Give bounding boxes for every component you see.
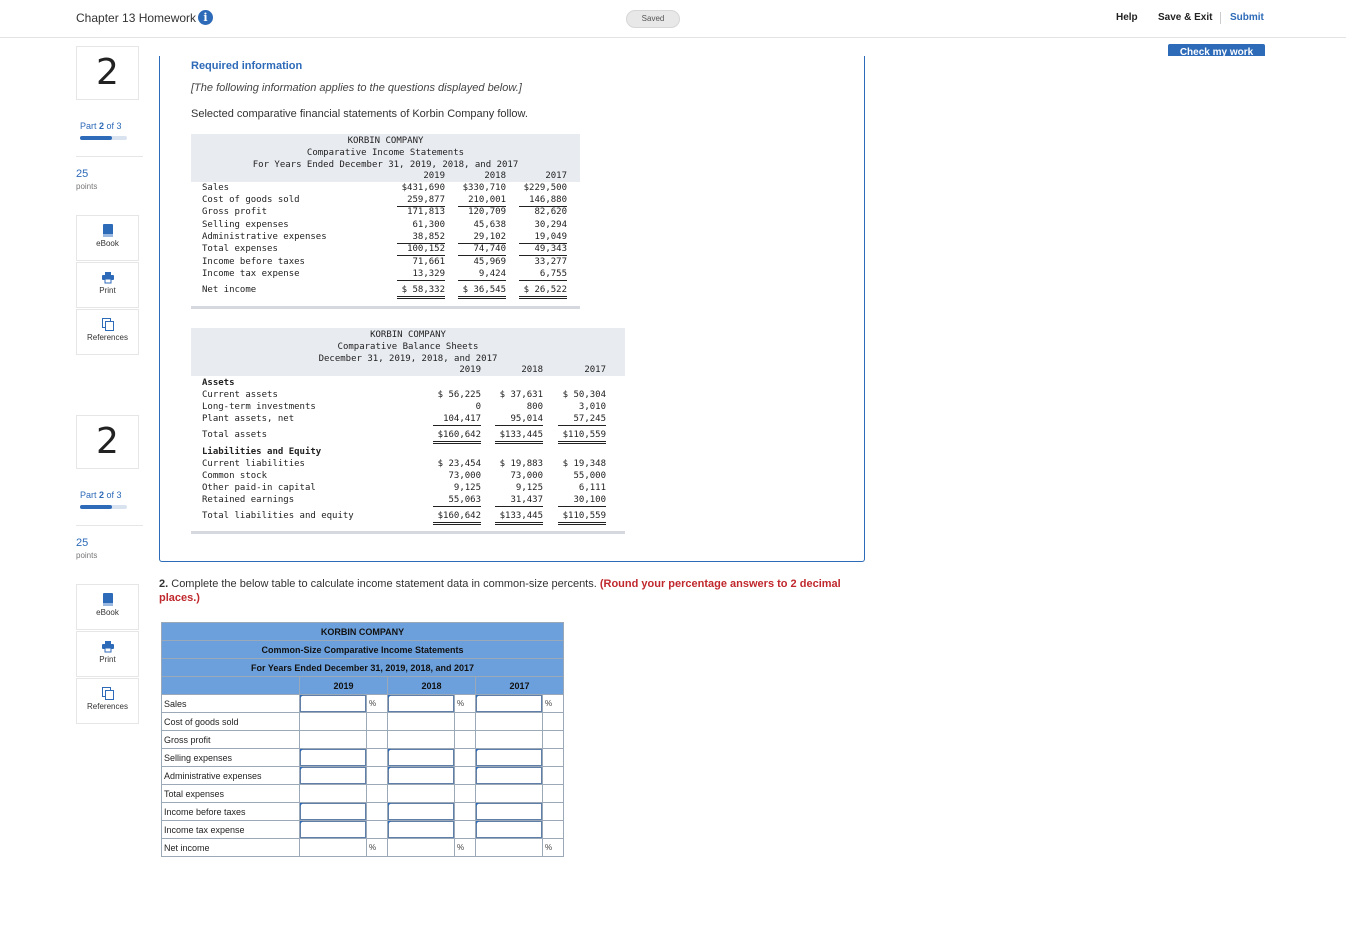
balance-row-value: $ 50,304 bbox=[562, 390, 606, 400]
balance-period: December 31, 2019, 2018, and 2017 bbox=[318, 354, 498, 364]
answer-row bbox=[162, 767, 564, 785]
income-year-2018: 2018 bbox=[484, 171, 506, 181]
common-size-answer-table bbox=[161, 622, 564, 857]
percent-sign bbox=[367, 767, 388, 785]
income-title: Comparative Income Statements bbox=[306, 148, 465, 158]
balance-row-value: $ 37,631 bbox=[499, 390, 543, 400]
balance-row-value: 9,125 bbox=[515, 483, 543, 493]
percent-input-field[interactable] bbox=[388, 768, 452, 783]
answer-year-2018: 2018 bbox=[388, 677, 476, 695]
percent-sign bbox=[543, 731, 564, 749]
balance-row-value: $ 56,225 bbox=[437, 390, 481, 400]
printer-icon bbox=[102, 271, 114, 284]
income-row-value: 33,277 bbox=[534, 257, 567, 267]
income-row-value: 19,049 bbox=[519, 231, 567, 244]
percent-sign bbox=[367, 749, 388, 767]
balance-year-2018: 2018 bbox=[521, 365, 543, 375]
percent-sign: % bbox=[543, 839, 564, 857]
percent-sign bbox=[543, 821, 564, 839]
ebook-label: eBook bbox=[96, 608, 119, 617]
income-row-value: 120,709 bbox=[468, 207, 506, 217]
percent-sign: % bbox=[367, 695, 388, 713]
percent-input-field[interactable] bbox=[476, 822, 540, 837]
balance-row-value: $110,559 bbox=[558, 429, 606, 444]
save-exit-link[interactable]: Save & Exit bbox=[1158, 12, 1213, 23]
percent-input-field[interactable] bbox=[476, 804, 540, 819]
top-bar bbox=[0, 0, 1346, 38]
income-row-value: $ 26,522 bbox=[519, 284, 567, 299]
answer-row-label: Selling expenses bbox=[162, 749, 300, 767]
income-row-value: 82,620 bbox=[534, 207, 567, 217]
print-button[interactable] bbox=[76, 631, 139, 677]
income-row-value: 45,969 bbox=[473, 257, 506, 267]
balance-year-2019: 2019 bbox=[459, 365, 481, 375]
percent-input-field[interactable] bbox=[300, 750, 364, 765]
balance-row-label: Other paid-in capital bbox=[202, 483, 316, 493]
part-indicator: Part 2 of 3 bbox=[80, 121, 122, 131]
percent-input[interactable] bbox=[388, 821, 455, 839]
answer-row-label: Income tax expense bbox=[162, 821, 300, 839]
percent-input-field[interactable] bbox=[388, 750, 452, 765]
printer-icon bbox=[102, 640, 114, 653]
balance-row-value: 57,245 bbox=[558, 413, 606, 426]
income-row-value: 30,294 bbox=[534, 220, 567, 230]
income-row-value: $431,690 bbox=[401, 183, 445, 193]
percent-input-field[interactable] bbox=[388, 696, 452, 711]
points-value: 25 bbox=[76, 537, 89, 549]
percent-sign bbox=[455, 821, 476, 839]
percent-sign bbox=[455, 767, 476, 785]
balance-row-value: 95,014 bbox=[495, 413, 543, 426]
income-row-value: 171,813 bbox=[407, 207, 445, 217]
answer-row bbox=[162, 785, 564, 803]
percent-input[interactable] bbox=[300, 749, 367, 767]
answer-row bbox=[162, 803, 564, 821]
percent-input-field[interactable] bbox=[388, 804, 452, 819]
percent-input[interactable] bbox=[476, 767, 543, 785]
balance-row-value: $ 19,348 bbox=[562, 459, 606, 469]
answer-row bbox=[162, 749, 564, 767]
balance-row-value: $133,445 bbox=[495, 429, 543, 444]
required-info-note: [The following information applies to the questions displayed below.] bbox=[191, 82, 522, 94]
percent-sign bbox=[543, 785, 564, 803]
answer-row bbox=[162, 713, 564, 731]
ebook-button[interactable] bbox=[76, 215, 139, 261]
income-row-label: Income tax expense bbox=[202, 269, 300, 279]
header-divider bbox=[1220, 12, 1221, 24]
answer-row bbox=[162, 731, 564, 749]
percent-input-field[interactable] bbox=[300, 696, 364, 711]
check-my-work-button[interactable]: Check my work bbox=[1168, 44, 1265, 56]
assignment-title: Chapter 13 Homework bbox=[76, 11, 197, 25]
percent-input[interactable] bbox=[300, 767, 367, 785]
balance-row-value: $160,642 bbox=[433, 510, 481, 525]
income-row-label: Gross profit bbox=[202, 207, 268, 217]
empty-cell bbox=[300, 713, 367, 731]
percent-sign bbox=[367, 785, 388, 803]
income-bottom-rule bbox=[191, 306, 580, 309]
percent-input[interactable] bbox=[388, 767, 455, 785]
percent-input[interactable] bbox=[476, 695, 543, 713]
points-value: 25 bbox=[76, 168, 89, 180]
percent-sign bbox=[455, 713, 476, 731]
balance-row-value: $110,559 bbox=[558, 510, 606, 525]
balance-row-label: Total assets bbox=[202, 430, 268, 440]
print-label: Print bbox=[99, 655, 116, 664]
answer-row-label: Sales bbox=[162, 695, 300, 713]
references-icon bbox=[102, 318, 114, 331]
percent-sign bbox=[455, 803, 476, 821]
income-row-value: $229,500 bbox=[523, 183, 567, 193]
income-row-label: Selling expenses bbox=[202, 220, 289, 230]
income-row-label: Sales bbox=[202, 183, 230, 193]
ebook-button[interactable] bbox=[76, 584, 139, 630]
balance-row-value: 0 bbox=[475, 402, 481, 412]
balance-bottom-rule bbox=[191, 531, 625, 534]
balance-row-value: $160,642 bbox=[433, 429, 481, 444]
balance-row-value: $ 23,454 bbox=[437, 459, 481, 469]
income-row-label: Cost of goods sold bbox=[202, 195, 300, 205]
empty-cell bbox=[388, 713, 455, 731]
assets-heading: Assets bbox=[202, 378, 235, 388]
empty-cell bbox=[476, 713, 543, 731]
question-text: Complete the below table to calculate income statement data in common-size percents. bbox=[168, 578, 600, 590]
balance-row-value: 3,010 bbox=[578, 402, 606, 412]
percent-input-field[interactable] bbox=[300, 804, 364, 819]
saved-status-badge: Saved bbox=[626, 10, 680, 28]
percent-input[interactable] bbox=[476, 821, 543, 839]
answer-row-label: Income before taxes bbox=[162, 803, 300, 821]
balance-row-value: 73,000 bbox=[448, 471, 481, 481]
percent-input-field[interactable] bbox=[476, 696, 540, 711]
balance-row-label: Current assets bbox=[202, 390, 278, 400]
percent-input[interactable] bbox=[388, 749, 455, 767]
percent-sign bbox=[367, 821, 388, 839]
income-row-value: 6,755 bbox=[519, 268, 567, 281]
part-progress-bar bbox=[80, 136, 127, 140]
percent-sign: % bbox=[367, 839, 388, 857]
percent-input[interactable] bbox=[476, 803, 543, 821]
balance-row-label: Retained earnings bbox=[202, 495, 295, 505]
income-row-value: 29,102 bbox=[458, 231, 506, 244]
info-icon[interactable]: i bbox=[198, 10, 213, 25]
points-label: points bbox=[76, 551, 98, 560]
empty-cell bbox=[476, 839, 543, 857]
income-row-value: $ 36,545 bbox=[458, 284, 506, 299]
balance-row-label: Current liabilities bbox=[202, 459, 305, 469]
answer-row bbox=[162, 839, 564, 857]
help-link[interactable]: Help bbox=[1116, 12, 1138, 23]
percent-sign bbox=[543, 767, 564, 785]
required-info-title: Required information bbox=[191, 60, 303, 72]
percent-sign bbox=[455, 785, 476, 803]
income-row-label: Net income bbox=[202, 285, 257, 295]
income-row-value: 45,638 bbox=[473, 220, 506, 230]
income-row-value: 38,852 bbox=[397, 231, 445, 244]
empty-cell bbox=[300, 839, 367, 857]
references-label: References bbox=[87, 333, 128, 342]
percent-sign: % bbox=[455, 695, 476, 713]
answer-row bbox=[162, 821, 564, 839]
income-row-label: Income before taxes bbox=[202, 257, 305, 267]
income-row-value: 210,001 bbox=[458, 194, 506, 207]
balance-row-value: 55,000 bbox=[573, 471, 606, 481]
percent-input-field[interactable] bbox=[388, 822, 452, 837]
question-number: 2 bbox=[76, 415, 139, 469]
answer-year-2019: 2019 bbox=[300, 677, 388, 695]
balance-row-value: 9,125 bbox=[453, 483, 481, 493]
income-row-value: 146,880 bbox=[519, 194, 567, 207]
empty-cell bbox=[300, 785, 367, 803]
empty-cell bbox=[476, 785, 543, 803]
percent-sign bbox=[543, 803, 564, 821]
balance-row-value: 800 bbox=[526, 402, 543, 412]
percent-input-field[interactable] bbox=[476, 768, 540, 783]
sidebar-divider bbox=[76, 525, 143, 526]
percent-input-field[interactable] bbox=[300, 768, 364, 783]
percent-input[interactable] bbox=[300, 821, 367, 839]
balance-row-value: $133,445 bbox=[495, 510, 543, 525]
empty-cell bbox=[300, 731, 367, 749]
answer-row-label: Cost of goods sold bbox=[162, 713, 300, 731]
percent-input-field[interactable] bbox=[476, 750, 540, 765]
balance-row-label: Long-term investments bbox=[202, 402, 316, 412]
empty-cell bbox=[388, 731, 455, 749]
percent-sign bbox=[455, 749, 476, 767]
answer-row-label: Total expenses bbox=[162, 785, 300, 803]
sidebar-divider bbox=[76, 156, 143, 157]
balance-title: Comparative Balance Sheets bbox=[337, 342, 479, 352]
percent-sign: % bbox=[543, 695, 564, 713]
income-row-value: 49,343 bbox=[519, 243, 567, 256]
empty-cell bbox=[388, 839, 455, 857]
answer-row-label: Net income bbox=[162, 839, 300, 857]
income-year-2017: 2017 bbox=[545, 171, 567, 181]
income-row-label: Administrative expenses bbox=[202, 232, 327, 242]
part-indicator: Part 2 of 3 bbox=[80, 490, 122, 500]
required-info-intro: Selected comparative financial statements of Korbin Company follow. bbox=[191, 108, 528, 120]
references-button[interactable] bbox=[76, 678, 139, 724]
balance-row-value: 73,000 bbox=[510, 471, 543, 481]
balance-row-value: 30,100 bbox=[558, 494, 606, 507]
balance-row-value: 31,437 bbox=[495, 494, 543, 507]
part-progress-bar bbox=[80, 505, 127, 509]
percent-sign bbox=[455, 731, 476, 749]
income-row-value: 13,329 bbox=[397, 268, 445, 281]
percent-sign bbox=[367, 713, 388, 731]
ebook-icon bbox=[102, 224, 114, 237]
percent-input-field[interactable] bbox=[300, 822, 364, 837]
references-icon bbox=[102, 687, 114, 700]
balance-row-label: Common stock bbox=[202, 471, 268, 481]
balance-row-value: 6,111 bbox=[578, 483, 606, 493]
income-row-value: 74,740 bbox=[458, 243, 506, 256]
answer-company: KORBIN COMPANY bbox=[162, 623, 564, 641]
income-row-value: 259,877 bbox=[397, 194, 445, 207]
balance-row-label: Total liabilities and equity bbox=[202, 511, 354, 521]
answer-corner-cell bbox=[162, 677, 300, 695]
income-company: KORBIN COMPANY bbox=[347, 136, 424, 146]
balance-year-2017: 2017 bbox=[584, 365, 606, 375]
balance-row-value: 104,417 bbox=[433, 413, 481, 426]
income-row-value: 100,152 bbox=[397, 243, 445, 256]
references-button[interactable] bbox=[76, 309, 139, 355]
answer-row-label: Administrative expenses bbox=[162, 767, 300, 785]
percent-input[interactable] bbox=[476, 749, 543, 767]
question-number: 2 bbox=[76, 46, 139, 100]
balance-company: KORBIN COMPANY bbox=[370, 330, 446, 340]
question-prompt bbox=[159, 577, 859, 605]
answer-title: Common-Size Comparative Income Statements bbox=[162, 641, 564, 659]
income-row-value: 61,300 bbox=[412, 220, 445, 230]
percent-input[interactable] bbox=[300, 695, 367, 713]
income-row-value: $330,710 bbox=[462, 183, 506, 193]
references-label: References bbox=[87, 702, 128, 711]
print-button[interactable] bbox=[76, 262, 139, 308]
percent-input[interactable] bbox=[300, 803, 367, 821]
ebook-icon bbox=[102, 593, 114, 606]
percent-sign bbox=[543, 713, 564, 731]
percent-sign bbox=[543, 749, 564, 767]
liabilities-heading: Liabilities and Equity bbox=[202, 447, 322, 457]
points-label: points bbox=[76, 182, 98, 191]
percent-input[interactable] bbox=[388, 803, 455, 821]
income-year-2019: 2019 bbox=[423, 171, 445, 181]
answer-period: For Years Ended December 31, 2019, 2018, and 2017 bbox=[162, 659, 564, 677]
income-period: For Years Ended December 31, 2019, 2018, and 2017 bbox=[252, 160, 519, 170]
income-row-value: $ 58,332 bbox=[397, 284, 445, 299]
percent-sign bbox=[367, 731, 388, 749]
answer-year-2017: 2017 bbox=[476, 677, 564, 695]
answer-row bbox=[162, 695, 564, 713]
percent-sign bbox=[367, 803, 388, 821]
question-number-label: 2. bbox=[159, 578, 169, 590]
balance-row-value: $ 19,883 bbox=[499, 459, 543, 469]
income-row-value: 71,661 bbox=[412, 257, 445, 267]
submit-link[interactable]: Submit bbox=[1230, 12, 1264, 23]
percent-input[interactable] bbox=[388, 695, 455, 713]
income-row-label: Total expenses bbox=[202, 244, 278, 254]
rounding-instruction: (Round your percentage answers to 2 decimal places.) bbox=[159, 578, 841, 604]
empty-cell bbox=[476, 731, 543, 749]
empty-cell bbox=[388, 785, 455, 803]
answer-row-label: Gross profit bbox=[162, 731, 300, 749]
percent-sign: % bbox=[455, 839, 476, 857]
balance-row-label: Plant assets, net bbox=[202, 414, 295, 424]
balance-row-value: 55,063 bbox=[433, 494, 481, 507]
ebook-label: eBook bbox=[96, 239, 119, 248]
income-row-value: 9,424 bbox=[458, 268, 506, 281]
print-label: Print bbox=[99, 286, 116, 295]
